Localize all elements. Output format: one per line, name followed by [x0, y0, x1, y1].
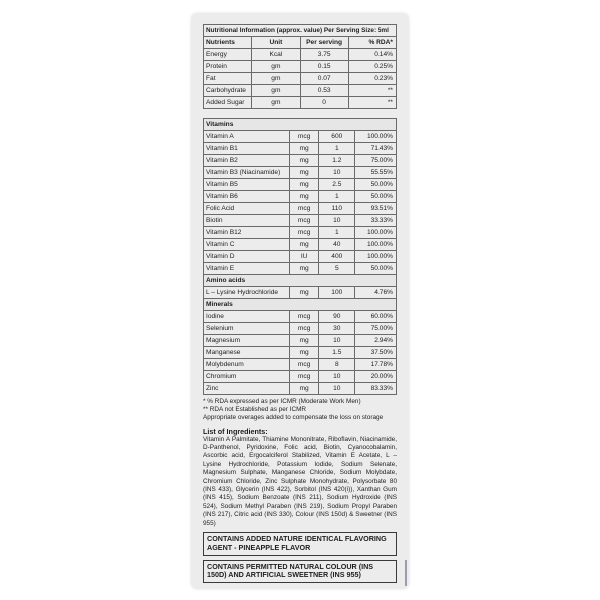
minerals-section-row: [204, 299, 397, 311]
nutrient-rda: 20.00%: [355, 371, 397, 383]
nutrient-name: Energy: [204, 49, 252, 61]
nutrient-name: Vitamin B1: [204, 143, 290, 155]
nutrient-name: Biotin: [204, 215, 290, 227]
nutrient-per-serving: 10: [319, 215, 355, 227]
nutrient-name: Carbohydrate: [204, 85, 252, 97]
ingredients-title: List of Ingredients:: [203, 426, 268, 436]
nutrition-title-row: [204, 25, 397, 37]
nutrient-name: Vitamin B12: [204, 227, 290, 239]
nutrient-per-serving: 30: [319, 323, 355, 335]
nutrient-rda: 2.94%: [355, 335, 397, 347]
nutrition-table-main: [203, 24, 397, 109]
nutrient-name: Vitamin B6: [204, 191, 290, 203]
nutrient-unit: mcg: [290, 131, 319, 143]
nutrient-per-serving: 0.53: [300, 85, 348, 97]
nutrient-rda: 50.00%: [355, 263, 397, 275]
nutrient-unit: mg: [290, 179, 319, 191]
nutrient-unit: mg: [290, 155, 319, 167]
flavoring-statement-box: CONTAINS ADDED NATURE IDENTICAL FLAVORING AGENT - PINEAPPLE FLAVOR: [203, 532, 397, 556]
table-row: [204, 227, 397, 239]
nutrient-rda: 4.76%: [355, 287, 397, 299]
nutrient-name: Vitamin B5: [204, 179, 290, 191]
table-row: [204, 49, 397, 61]
nutrient-unit: mcg: [290, 323, 319, 335]
nutrient-per-serving: 10: [319, 167, 355, 179]
nutrient-rda: 71.43%: [355, 143, 397, 155]
nutrient-name: Vitamin B2: [204, 155, 290, 167]
nutrient-name: Vitamin C: [204, 239, 290, 251]
nutrient-name: Vitamin E: [204, 263, 290, 275]
nutrient-unit: mg: [290, 239, 319, 251]
amino-body: [204, 287, 397, 299]
nutrient-per-serving: 1: [319, 191, 355, 203]
table-row: [204, 97, 397, 109]
nutrient-name: Iodine: [204, 311, 290, 323]
nutrient-rda: 55.55%: [355, 167, 397, 179]
nutrient-name: Fat: [204, 73, 252, 85]
nutrient-per-serving: 10: [319, 335, 355, 347]
header-per-serving: Per serving: [300, 37, 348, 49]
rda-notes: [203, 398, 397, 423]
nutrient-name: Chromium: [204, 371, 290, 383]
vitamins-section-row: [204, 119, 397, 131]
nutrient-rda: 60.00%: [355, 311, 397, 323]
nutrient-rda: 50.00%: [355, 179, 397, 191]
note-rda-not-established: ** RDA not Established as per ICMR: [203, 406, 307, 414]
note-rda-icmr: * % RDA expressed as per ICMR (Moderate Work Men): [203, 398, 361, 405]
nutrition-header-row: [204, 37, 397, 49]
table-row: [204, 287, 397, 299]
nutrient-rda: 17.78%: [355, 359, 397, 371]
table-row: [204, 347, 397, 359]
table-row: [204, 131, 397, 143]
nutrient-per-serving: 600: [319, 131, 355, 143]
nutrient-name: Vitamin A: [204, 131, 290, 143]
nutrient-name: Selenium: [204, 323, 290, 335]
nutrient-rda: 100.00%: [355, 227, 397, 239]
nutrient-per-serving: 1: [319, 227, 355, 239]
vitamins-body: [204, 131, 397, 275]
table-row: [204, 371, 397, 383]
table-row: [204, 383, 397, 395]
table-row: [204, 191, 397, 203]
package-right-edge: [405, 560, 407, 586]
nutrient-name: Zinc: [204, 383, 290, 395]
nutrient-unit: mcg: [290, 215, 319, 227]
table-row: [204, 311, 397, 323]
ingredients-text: Vitamin A Palmitate, Thiamine Mononitrate, Riboflavin, Niacinamide, D-Panthenol, Pyridoxine, Folic acid, Biotin, Cyanocobalamin, Ascorbic acid, Ergocalciferol Stabilized, Vitamin E Acetate, L – Lysine Hydrochloride, Potassium Iodide, Sodium Selenate, Magnesium Sulphate, Manganese Chloride, Sodium Molybdate, Chromium Chloride, Zinc Sulphate Monohydrate, Polysorbate 80 (INS 433), Glycerin (INS 422), Sorbitol (INS 420(i)), Xanthan Gum (INS 415), Sodium Benzoate (INS 211), Sodium Hydroxide (INS 524), Sodium Methyl Paraben (INS 219), Sodium Propyl Paraben (INS 217), Citric acid (INS 330), Colour (INS 150d) & Sweetner (INS 955): [203, 435, 397, 527]
nutrient-rda: 50.00%: [355, 191, 397, 203]
nutrient-per-serving: 110: [319, 203, 355, 215]
table-row: [204, 73, 397, 85]
amino-section-row: [204, 275, 397, 287]
nutrient-rda: 93.51%: [355, 203, 397, 215]
minerals-body: [204, 311, 397, 395]
table-row: [204, 143, 397, 155]
nutrient-name: Vitamin B3 (Niacinamide): [204, 167, 290, 179]
nutrient-name: Vitamin D: [204, 251, 290, 263]
nutrient-unit: mg: [290, 383, 319, 395]
minerals-heading: Minerals: [204, 299, 397, 311]
header-rda: % RDA*: [348, 37, 396, 49]
nutrition-title: Nutritional Information (approx. value) Per Serving Size: 5ml: [204, 25, 397, 37]
table-row: [204, 239, 397, 251]
nutrient-per-serving: 100: [319, 287, 355, 299]
nutrient-unit: gm: [252, 97, 300, 109]
nutrient-rda: 100.00%: [355, 251, 397, 263]
nutrient-name: Folic Acid: [204, 203, 290, 215]
header-nutrients: Nutrients: [204, 37, 252, 49]
nutrient-per-serving: 5: [319, 263, 355, 275]
table-row: [204, 251, 397, 263]
nutrient-per-serving: 0: [300, 97, 348, 109]
nutrient-per-serving: 0.07: [300, 73, 348, 85]
colour-sweetener-statement-box: CONTAINS PERMITTED NATURAL COLOUR (INS 150D) AND ARTIFICIAL SWEETNER (INS 955): [203, 560, 397, 584]
nutrient-per-serving: 10: [319, 371, 355, 383]
nutrient-rda: 0.23%: [348, 73, 396, 85]
nutrients-body: [204, 49, 397, 109]
nutrient-rda: 75.00%: [355, 323, 397, 335]
nutrient-unit: mg: [290, 191, 319, 203]
table-row: [204, 85, 397, 97]
nutrient-name: L – Lysine Hydrochloride: [204, 287, 290, 299]
nutrient-per-serving: 0.15: [300, 61, 348, 73]
table-row: [204, 179, 397, 191]
nutrient-unit: mcg: [290, 227, 319, 239]
nutrient-name: Protein: [204, 61, 252, 73]
nutrient-per-serving: 2.5: [319, 179, 355, 191]
table-row: [204, 215, 397, 227]
nutrition-table-micros: [203, 118, 397, 395]
nutrient-rda: 75.00%: [355, 155, 397, 167]
nutrient-rda: 100.00%: [355, 131, 397, 143]
label-content: [203, 24, 397, 583]
nutrient-unit: mcg: [290, 203, 319, 215]
nutrient-rda: 0.25%: [348, 61, 396, 73]
nutrient-unit: mcg: [290, 371, 319, 383]
nutrient-name: Manganese: [204, 347, 290, 359]
nutrient-unit: mcg: [290, 311, 319, 323]
nutrient-per-serving: 400: [319, 251, 355, 263]
nutrient-per-serving: 1.5: [319, 347, 355, 359]
nutrient-unit: mg: [290, 143, 319, 155]
table-row: [204, 155, 397, 167]
nutrient-per-serving: 3.75: [300, 49, 348, 61]
table-row: [204, 61, 397, 73]
table-row: [204, 323, 397, 335]
nutrient-rda: 0.14%: [348, 49, 396, 61]
table-row: [204, 263, 397, 275]
nutrient-name: Magnesium: [204, 335, 290, 347]
nutrient-unit: mg: [290, 167, 319, 179]
nutrient-rda: 33.33%: [355, 215, 397, 227]
nutrient-name: Added Sugar: [204, 97, 252, 109]
nutrient-unit: mg: [290, 335, 319, 347]
nutrient-unit: Kcal: [252, 49, 300, 61]
nutrient-per-serving: 10: [319, 383, 355, 395]
nutrient-rda: **: [348, 97, 396, 109]
nutrient-per-serving: 1.2: [319, 155, 355, 167]
nutrient-unit: gm: [252, 85, 300, 97]
nutrient-unit: IU: [290, 251, 319, 263]
table-row: [204, 335, 397, 347]
nutrient-unit: gm: [252, 61, 300, 73]
nutrient-unit: mg: [290, 263, 319, 275]
amino-heading: Amino acids: [204, 275, 397, 287]
table-row: [204, 359, 397, 371]
note-overages: Appropriate overages added to compensate the loss on storage: [203, 414, 384, 422]
nutrient-per-serving: 1: [319, 143, 355, 155]
nutrient-unit: mcg: [290, 359, 319, 371]
nutrient-unit: mg: [290, 287, 319, 299]
nutrient-rda: 37.50%: [355, 347, 397, 359]
table-row: [204, 203, 397, 215]
table-row: [204, 167, 397, 179]
nutrient-per-serving: 40: [319, 239, 355, 251]
nutrient-rda: 100.00%: [355, 239, 397, 251]
nutrient-unit: gm: [252, 73, 300, 85]
nutrient-unit: mg: [290, 347, 319, 359]
header-unit: Unit: [252, 37, 300, 49]
nutrient-rda: 83.33%: [355, 383, 397, 395]
nutrient-rda: **: [348, 85, 396, 97]
nutrient-per-serving: 90: [319, 311, 355, 323]
nutrient-name: Molybdenum: [204, 359, 290, 371]
vitamins-heading: Vitamins: [204, 119, 397, 131]
nutrient-per-serving: 8: [319, 359, 355, 371]
